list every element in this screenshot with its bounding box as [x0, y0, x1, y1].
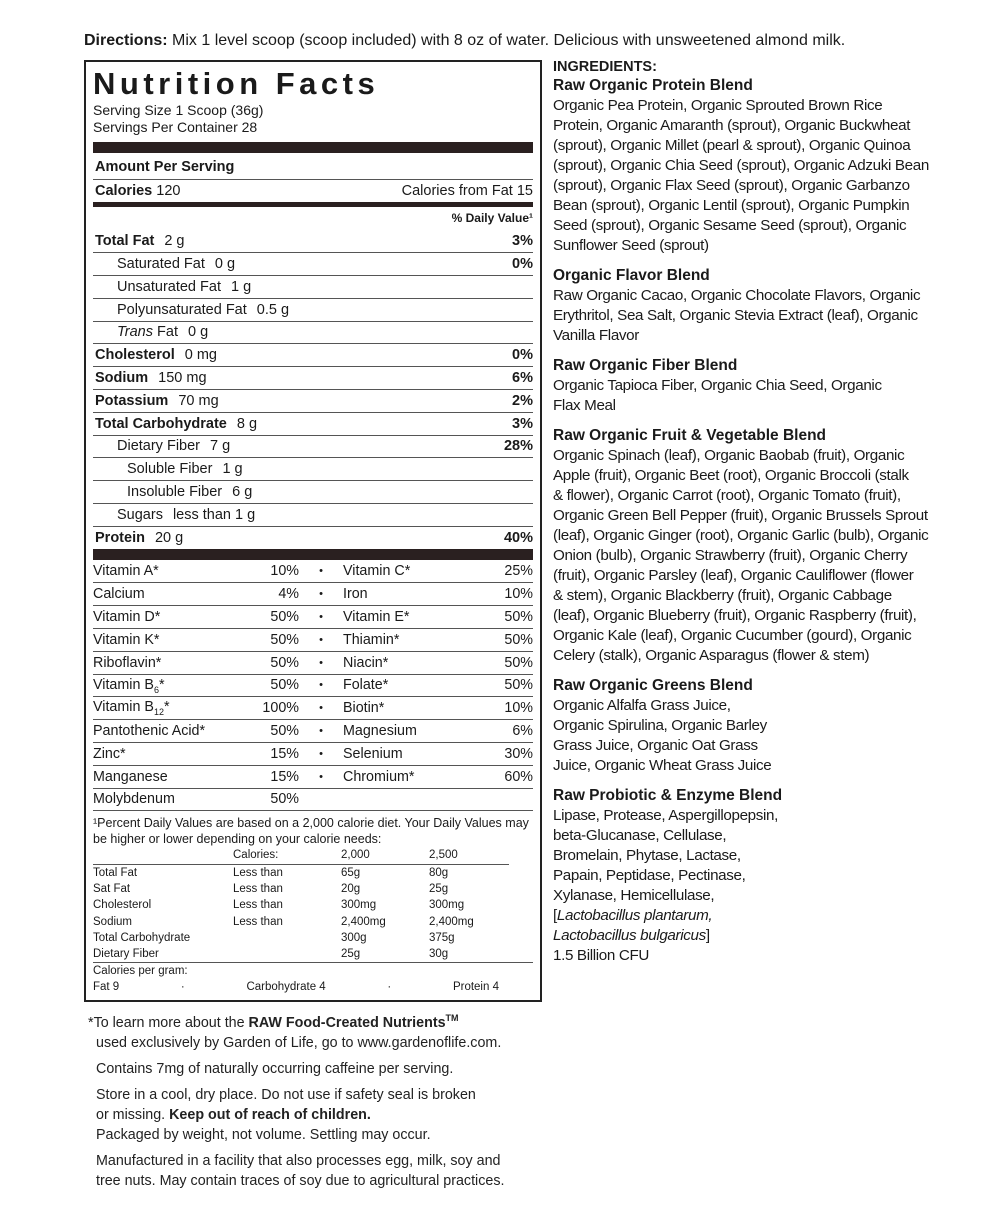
blend-name: Organic Flavor Blend [553, 267, 710, 284]
nutrient-label [95, 302, 289, 318]
nutrient-label [95, 484, 252, 500]
nutrient-amount: 150 mg [158, 370, 207, 387]
nutrient-daily-value: 0% [512, 256, 533, 273]
nutrient-row [93, 389, 533, 412]
table-cell [233, 946, 341, 962]
nutrient-amount: 1 g [230, 278, 252, 295]
table-cell: 30g [429, 948, 449, 961]
blend-ingredient-line: Bean (sprout), Organic Lentil (sprout), Organic Pumpkin [553, 197, 910, 214]
divider-thick [93, 549, 533, 560]
vitamin-name: Chromium* [343, 768, 415, 785]
packaged-note: Packaged by weight, not volume. Settling may occur. [96, 1126, 431, 1143]
vitamin-name [93, 563, 231, 579]
nutrient-row [93, 435, 533, 458]
probiotic-ingredient-line: Bromelain, Phytase, Lactase, [553, 847, 741, 864]
blend-name: Raw Organic Protein Blend [553, 77, 753, 94]
blend-ingredient-line: Organic Kale (leaf), Organic Cucumber (gourd), Organic [553, 627, 912, 644]
table-cell: Cholesterol [93, 899, 152, 912]
table-cell: Less than [233, 915, 283, 928]
table-cell: 80g [429, 866, 449, 879]
raw-note-line2: used exclusively by Garden of Life, go to www.gardenoflife.com. [96, 1034, 502, 1051]
table-cell: 25g [341, 948, 361, 961]
nutrient-row [93, 457, 533, 480]
serving-size: Serving Size 1 Scoop (36g) [93, 102, 264, 118]
nutrient-name: Total Fat [95, 232, 155, 249]
table-header-cell: Calories: [233, 847, 341, 864]
table-cell: Less than [233, 882, 283, 895]
nutrient-row [93, 480, 533, 503]
nutrient-row [93, 252, 533, 275]
nutrition-facts-title: Nutrition Facts [93, 66, 380, 101]
nutrient-amount: 20 g [154, 529, 184, 546]
vitamin-row [93, 605, 533, 628]
keep-away-children: Keep out of reach of children. [169, 1106, 371, 1123]
blend-name: Raw Probiotic & Enzyme Blend [553, 787, 783, 804]
vitamin-name-text: Calcium [93, 586, 145, 603]
vitamin-percent: 30% [504, 745, 533, 762]
probiotic-italic-line1 [553, 906, 973, 926]
vitamin-percent: 60% [504, 768, 533, 785]
nutrient-name: Potassium [95, 392, 169, 409]
vitamin-name [93, 769, 231, 785]
directions [84, 32, 845, 50]
table-cell: Dietary Fiber [93, 948, 159, 961]
table-header-cell [93, 847, 233, 864]
nutrient-name: Sugars [117, 506, 163, 523]
table-cell: Total Fat [93, 866, 138, 879]
calories-row [93, 179, 533, 202]
blend-ingredient-line: Organic Alfalfa Grass Juice, [553, 697, 731, 714]
caffeine-note: Contains 7mg of naturally occurring caffeine per serving. [96, 1060, 454, 1077]
blend-ingredient-line: Protein, Organic Amaranth (sprout), Organic Buckwheat [553, 117, 911, 134]
blend-ingredient-line: Erythritol, Sea Salt, Organic Stevia Extract (leaf), Organic [553, 307, 918, 324]
vitamin-row [93, 742, 533, 765]
vitamin-percent: 50% [270, 609, 299, 626]
nutrient-label [95, 233, 185, 249]
vitamin-name: Vitamin E* [343, 609, 410, 626]
nutrient-list [93, 229, 533, 548]
ingredients-title: INGREDIENTS: [553, 59, 657, 75]
nutrient-row [93, 526, 533, 549]
nutrient-row [93, 298, 533, 321]
blend-ingredient-line: Organic Spinach (leaf), Organic Baobab (fruit), Organic [553, 447, 905, 464]
vitamin-subscript: 12 [153, 707, 164, 718]
nutrient-name: Insoluble Fiber [127, 484, 223, 501]
vitamin-row [93, 674, 533, 697]
vitamin-percent: 50% [270, 791, 299, 808]
vitamin-name: Thiamin* [343, 631, 400, 648]
vitamin-row [93, 582, 533, 605]
vitamin-name [93, 677, 231, 695]
nutrient-name: Sodium [95, 370, 149, 387]
vitamin-subscript: 6 [153, 684, 159, 695]
nutrient-daily-value: 0% [512, 347, 533, 364]
table-cell: 300mg [341, 899, 377, 912]
bullet-separator: • [319, 770, 323, 783]
nutrient-label [95, 530, 183, 546]
nutrient-label [95, 393, 219, 409]
nutrient-label [95, 347, 217, 363]
vitamin-name [93, 746, 231, 762]
nutrient-label [95, 370, 207, 386]
amount-per-serving-row [93, 156, 533, 179]
vitamin-name: Magnesium [343, 723, 417, 740]
nutrient-amount: 1 g [222, 461, 243, 478]
table-cell [233, 930, 341, 946]
vitamin-percent: 100% [262, 700, 299, 717]
vitamin-row [93, 560, 533, 583]
vitamin-percent: 50% [504, 654, 533, 671]
vitamin-name-text: Vitamin B [93, 699, 154, 716]
vitamin-name [93, 791, 231, 807]
nutrient-label [95, 461, 243, 477]
blend-ingredient-line: & stem), Organic Blackberry (fruit), Organic Cabbage [553, 587, 892, 604]
calories-value: 120 [156, 182, 181, 199]
vitamin-percent: 10% [504, 586, 533, 603]
blend-ingredient-line: (sprout), Organic Chia Seed (sprout), Organic Adzuki Bean [553, 157, 929, 174]
bullet-separator: • [319, 747, 323, 760]
vitamin-percent: 50% [270, 723, 299, 740]
carb-per-gram: Carbohydrate 4 [246, 981, 326, 994]
vitamin-percent: 15% [270, 768, 299, 785]
blend-ingredient-line: Flax Meal [553, 397, 616, 414]
vitamin-row [93, 651, 533, 674]
calories-per-gram [93, 962, 533, 995]
facility-line2: tree nuts. May contain traces of soy due to agricultural practices. [96, 1172, 505, 1189]
blend-name: Raw Organic Fiber Blend [553, 357, 738, 374]
daily-value-grid [93, 847, 533, 962]
blend-name: Raw Organic Greens Blend [553, 677, 753, 694]
table-cell: 65g [341, 866, 361, 879]
nutrient-label [95, 324, 208, 340]
vitamin-list [93, 560, 533, 811]
nutrient-name-suffix: Fat [153, 324, 178, 341]
separator: · [387, 981, 392, 994]
vitamin-name-text: Vitamin D* [93, 609, 161, 626]
vitamin-name: Niacin* [343, 654, 389, 671]
bullet-separator: • [319, 564, 323, 577]
bullet-separator: • [319, 656, 323, 669]
blend-ingredient-line: (leaf), Organic Blueberry (fruit), Organic Raspberry (fruit), [553, 607, 917, 624]
vitamin-percent: 50% [504, 631, 533, 648]
table-header-cell: 2,500 [429, 847, 509, 864]
blend-ingredient-line: Juice, Organic Wheat Grass Juice [553, 757, 772, 774]
probiotic-strain-1: Lactobacillus plantarum, [556, 907, 713, 924]
vitamin-percent: 50% [270, 654, 299, 671]
vitamin-name-text: Pantothenic Acid* [93, 723, 206, 740]
trademark: TM [445, 1013, 459, 1023]
daily-value-header: % Daily Value¹ [451, 210, 533, 225]
nutrient-amount: less than 1 g [172, 506, 256, 523]
nutrient-label [95, 507, 255, 523]
raw-note-prefix: *To learn more about the [88, 1014, 249, 1031]
amount-per-serving: Amount Per Serving [95, 159, 235, 176]
nutrient-daily-value: 3% [512, 415, 533, 432]
storage-line2: or missing. [96, 1106, 170, 1123]
facility-note [88, 1151, 504, 1191]
nutrient-daily-value: 6% [512, 370, 533, 387]
blend-ingredient-line: & flower), Organic Carrot (root), Organic Tomato (fruit), [553, 487, 901, 504]
vitamin-name-text: Manganese [93, 768, 168, 785]
blend-ingredient-line: Celery (stalk), Organic Asparagus (flower & stem) [553, 647, 870, 664]
calories-per-gram-label: Calories per gram: [93, 965, 188, 978]
nutrient-row [93, 366, 533, 389]
table-cell: 2,400mg [429, 915, 474, 928]
blend-ingredient-line: Seed (sprout), Organic Sesame Seed (sprout), Organic [553, 217, 907, 234]
table-cell: Total Carbohydrate [93, 931, 191, 944]
nutrient-amount: 0 g [187, 324, 209, 341]
nutrient-name: Polyunsaturated Fat [117, 301, 247, 318]
nutrient-amount: 6 g [232, 484, 253, 501]
vitamin-name [93, 632, 231, 648]
table-cell: 300g [341, 931, 367, 944]
table-cell: Sodium [93, 915, 132, 928]
calories-label: Calories [95, 182, 153, 199]
blend-ingredient-line: Raw Organic Cacao, Organic Chocolate Flavors, Organic [553, 287, 921, 304]
nutrient-row [93, 229, 533, 252]
nutrient-daily-value: 3% [512, 232, 533, 249]
vitamin-percent: 25% [504, 562, 533, 579]
nutrient-amount: 8 g [236, 415, 258, 432]
vitamin-name: Selenium [343, 745, 403, 762]
nutrient-amount: 0.5 g [256, 301, 290, 318]
bullet-separator: • [319, 725, 323, 738]
nutrient-amount: 2 g [164, 232, 185, 249]
bullet-separator: • [319, 702, 323, 715]
probiotic-ingredient-line: Papain, Peptidase, Pectinase, [553, 867, 746, 884]
nutrient-amount: 7 g [210, 438, 231, 455]
fat-per-gram: Fat 9 [93, 981, 120, 994]
nutrient-label [95, 279, 251, 295]
bullet-separator: • [319, 633, 323, 646]
nutrient-row [93, 321, 533, 344]
vitamin-percent: 50% [270, 677, 299, 694]
vitamin-name: Biotin* [343, 700, 385, 717]
vitamin-name-tail: * [158, 676, 165, 693]
table-cell: 300mg [429, 899, 465, 912]
package-notes [88, 1008, 504, 1197]
vitamin-name: Iron [343, 586, 368, 603]
vitamin-percent: 50% [504, 677, 533, 694]
vitamin-name: Folate* [343, 677, 389, 694]
daily-value-table [93, 847, 533, 962]
vitamin-row [93, 696, 533, 719]
vitamin-name-tail: * [163, 699, 170, 716]
nutrient-name: Dietary Fiber [117, 438, 200, 455]
nutrient-row [93, 412, 533, 435]
facility-line1: Manufactured in a facility that also processes egg, milk, soy and [96, 1152, 501, 1169]
nutrient-amount: 70 mg [178, 392, 219, 409]
nutrition-facts-panel [84, 60, 542, 1002]
calories-per-gram-values [93, 979, 533, 995]
nutrient-name: Trans [117, 324, 153, 341]
blend-ingredient-line: (sprout), Organic Millet (pearl & sprout), Organic Quinoa [553, 137, 911, 154]
probiotic-ingredient-line: beta-Glucanase, Cellulase, [553, 827, 727, 844]
servings-per-container: Servings Per Container 28 [93, 119, 258, 135]
blend-ingredient-line: Organic Tapioca Fiber, Organic Chia Seed, Organic [553, 377, 882, 394]
table-cell: Sat Fat [93, 882, 131, 895]
vitamin-percent: 10% [270, 562, 299, 579]
vitamin-percent: 4% [278, 586, 299, 603]
nutrient-name: Soluble Fiber [127, 461, 213, 478]
blend-ingredient-line: Apple (fruit), Organic Beet (root), Organic Broccoli (stalk [553, 467, 909, 484]
table-cell: Less than [233, 899, 283, 912]
raw-nutrients-note [88, 1008, 504, 1053]
bullet-separator: • [319, 679, 323, 692]
divider-thick [93, 142, 533, 153]
table-cell: 2,400mg [341, 915, 386, 928]
daily-value-header-row [93, 207, 533, 230]
nutrient-row [93, 503, 533, 526]
vitamin-name [93, 699, 231, 717]
nutrient-daily-value: 40% [503, 529, 533, 546]
blend-ingredient-line: Vanilla Flavor [553, 327, 639, 344]
blend-ingredient-line: Organic Pea Protein, Organic Sprouted Brown Rice [553, 97, 883, 114]
vitamin-name-text: Vitamin B [93, 676, 154, 693]
probiotic-italic-line2 [553, 926, 973, 946]
vitamin-name-text: Vitamin K* [93, 631, 160, 648]
vitamin-row [93, 719, 533, 742]
blend-list [553, 76, 973, 776]
blend-ingredient-line: Organic Green Bell Pepper (fruit), Organic Brussels Sprout [553, 507, 928, 524]
table-cell: 375g [429, 931, 455, 944]
raw-note-bold: RAW Food-Created Nutrients [248, 1014, 446, 1031]
directions-text: Mix 1 level scoop (scoop included) with 8 oz of water. Delicious with unsweetened almond milk. [167, 32, 846, 49]
vitamin-name-text: Riboflavin* [93, 654, 162, 671]
nutrient-amount: 0 mg [184, 347, 218, 364]
vitamin-name-text: Molybdenum [93, 791, 175, 808]
table-cell: Less than [233, 866, 283, 879]
blend-ingredient-line: (fruit), Organic Parsley (leaf), Organic Cauliflower (flower [553, 567, 914, 584]
table-cell: 20g [341, 882, 361, 895]
nutrient-amount: 0 g [214, 256, 236, 273]
vitamin-name: Vitamin C* [343, 562, 411, 579]
directions-label: Directions: [84, 32, 168, 49]
vitamin-percent: 15% [270, 745, 299, 762]
vitamin-name [93, 723, 231, 739]
bullet-separator: • [319, 588, 323, 601]
vitamin-percent: 10% [504, 700, 533, 717]
nutrient-daily-value: 28% [503, 438, 533, 455]
nutrient-name: Total Carbohydrate [95, 415, 227, 432]
vitamin-name [93, 609, 231, 625]
probiotic-lines [553, 806, 973, 906]
blend-name: Raw Organic Fruit & Vegetable Blend [553, 427, 827, 444]
vitamin-percent: 50% [270, 631, 299, 648]
nutrient-row [93, 343, 533, 366]
vitamin-row [93, 628, 533, 651]
ingredients-section [553, 58, 973, 966]
nutrient-name: Protein [95, 529, 145, 546]
separator: · [180, 981, 185, 994]
nutrient-label [95, 438, 230, 454]
daily-value-footnote: ¹Percent Daily Values are based on a 2,000 calorie diet. Your Daily Values may be higher or lower depending on your calorie needs: [93, 810, 533, 847]
vitamin-row [93, 788, 533, 811]
probiotic-ingredient-line: Lipase, Protease, Aspergillopepsin, [553, 807, 778, 824]
vitamin-name-text: Zinc* [93, 745, 126, 762]
bullet-separator: • [319, 611, 323, 624]
vitamin-percent: 6% [512, 723, 533, 740]
vitamin-row [93, 765, 533, 788]
nutrient-daily-value: 2% [512, 392, 533, 409]
close-bracket: ] [705, 927, 710, 944]
open-bracket: [ [553, 907, 557, 924]
vitamin-name-text: Vitamin A* [93, 562, 159, 579]
blend-ingredient-line: Sunflower Seed (sprout) [553, 237, 709, 254]
vitamin-name [93, 586, 231, 602]
storage-note [88, 1085, 504, 1125]
nutrient-name: Saturated Fat [117, 256, 205, 273]
nutrient-row [93, 275, 533, 298]
nutrient-name: Unsaturated Fat [117, 278, 221, 295]
blend-ingredient-line: (sprout), Organic Flax Seed (sprout), Organic Garbanzo [553, 177, 910, 194]
nutrient-label [95, 416, 257, 432]
blend-ingredient-line: (leaf), Organic Ginger (root), Organic Garlic (bulb), Organic [553, 527, 929, 544]
blend-ingredient-line: Onion (bulb), Organic Strawberry (fruit), Organic Cherry [553, 547, 908, 564]
table-cell: 25g [429, 882, 449, 895]
probiotic-strain-2: Lactobacillus bulgaricus [553, 927, 706, 944]
calories-from-fat: Calories from Fat 15 [401, 182, 533, 199]
vitamin-name [93, 655, 231, 671]
probiotic-cfu: 1.5 Billion CFU [553, 947, 650, 964]
nutrient-name: Cholesterol [95, 347, 175, 364]
blend-ingredient-line: Organic Spirulina, Organic Barley [553, 717, 767, 734]
blend-ingredient-line: Grass Juice, Organic Oat Grass [553, 737, 758, 754]
protein-per-gram: Protein 4 [452, 981, 499, 994]
vitamin-percent: 50% [504, 609, 533, 626]
table-header-cell: 2,000 [341, 847, 429, 864]
probiotic-ingredient-line: Xylanase, Hemicellulase, [553, 887, 715, 904]
nutrient-label [95, 256, 235, 272]
storage-line1: Store in a cool, dry place. Do not use if safety seal is broken [96, 1086, 476, 1103]
